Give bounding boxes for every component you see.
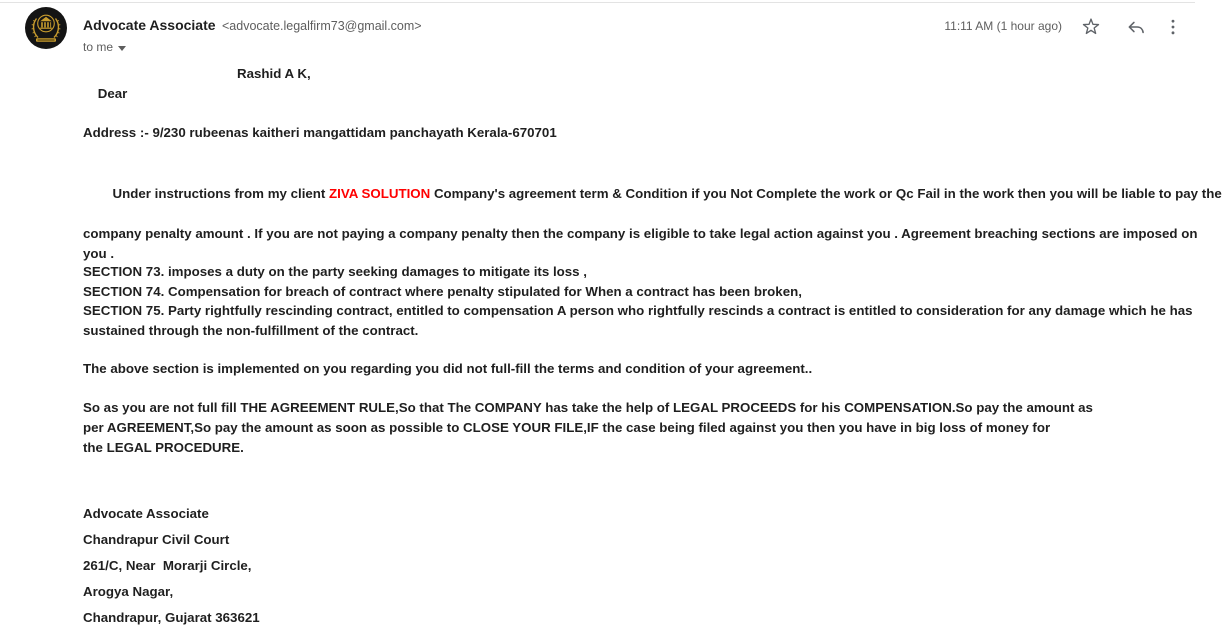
paragraph-demand <box>83 398 1093 458</box>
thread-divider <box>0 2 1195 3</box>
company-name-highlight: ZIVA SOLUTION <box>329 186 431 201</box>
sender-email-address[interactable]: <advocate.legalfirm73@gmail.com> <box>222 19 422 33</box>
more-vertical-icon <box>1172 20 1175 35</box>
paragraph-sections <box>83 262 1193 341</box>
section-line: sustained through the non-fulfillment of the contract. <box>83 323 419 339</box>
paragraph-line <box>83 164 1222 224</box>
signature-line: 261/C, Near Morarji Circle, <box>83 558 252 573</box>
salutation-prefix: Dear <box>97 86 128 101</box>
section-line: SECTION 75. Party rightfully rescinding contract, entitled to compensation A person who rightfully rescinds a contract is entitled to consideration for any damage which he has <box>83 303 1193 319</box>
paragraph-above-section: The above section is implemented on you regarding you did not full-fill the terms and condition of your agreement.. <box>83 361 813 376</box>
chevron-down-icon <box>118 46 126 51</box>
star-button[interactable] <box>1081 17 1101 37</box>
paragraph-line: you . <box>83 246 115 261</box>
sender-avatar[interactable] <box>25 7 67 49</box>
reply-button[interactable] <box>1126 17 1146 37</box>
signature-line: Arogya Nagar, <box>83 584 174 599</box>
paragraph-line: company penalty amount . If you are not paying a company penalty then the company is eligible to take legal action against you . Agreement breaching sections are imposed on <box>83 226 1198 241</box>
text-segment: Under instructions from my client <box>105 186 330 201</box>
signature-line: Advocate Associate <box>83 506 209 521</box>
address-line: Address :- 9/230 rubeenas kaitheri mangattidam panchayath Kerala-670701 <box>83 125 557 140</box>
more-options-button[interactable] <box>1163 17 1183 37</box>
signature-block <box>83 501 260 631</box>
signature-line: Chandrapur, Gujarat 363621 <box>83 610 260 625</box>
reply-arrow-icon <box>1129 22 1143 32</box>
advocate-seal-icon <box>25 7 67 49</box>
signature-line: Chandrapur Civil Court <box>83 532 230 547</box>
section-line: SECTION 74. Compensation for breach of contract where penalty stipulated for When a contract has been broken, <box>83 283 802 299</box>
text-segment: Company's agreement term & Condition if you Not Complete the work or Qc Fail in the work then you will be liable to pay the <box>430 186 1222 201</box>
demand-line: per AGREEMENT,So pay the amount as soon as possible to CLOSE YOUR FILE,IF the case being filed against you then you have in big loss of money for <box>83 420 1051 435</box>
recipient-name: Rashid A K, <box>237 66 311 81</box>
section-line: SECTION 73. imposes a duty on the party seeking damages to mitigate its loss , <box>83 264 587 279</box>
recipient-label: to me <box>83 40 114 54</box>
recipient-details-toggle[interactable] <box>83 40 126 54</box>
star-outline-icon <box>1083 19 1098 33</box>
sender-name[interactable]: Advocate Associate <box>83 17 216 33</box>
message-timestamp: 11:11 AM (1 hour ago) <box>944 19 1062 33</box>
paragraph-instructions <box>83 164 1222 264</box>
demand-line: So as you are not full fill THE AGREEMENT RULE,So that The COMPANY has take the help of LEGAL PROCEEDS for his COMPENSATION.So pay the amount as <box>83 400 1093 415</box>
demand-line: the LEGAL PROCEDURE. <box>83 440 244 455</box>
